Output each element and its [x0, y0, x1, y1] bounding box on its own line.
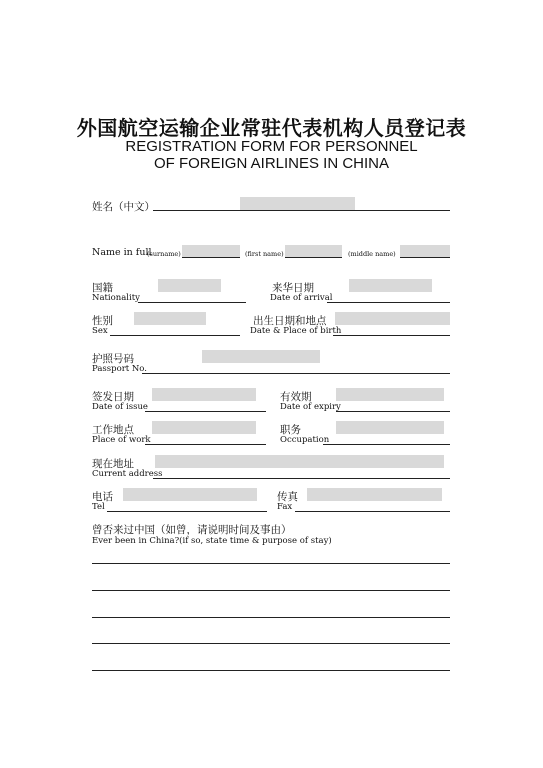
field-workplace-redacted	[152, 421, 256, 434]
label-nationality-cn: 国籍	[92, 282, 113, 294]
label-address-cn: 现在地址	[92, 458, 134, 470]
field-china-visit-line-1[interactable]	[92, 563, 450, 564]
label-address-en: Current address	[92, 469, 163, 479]
label-birth-cn: 出生日期和地点	[253, 315, 327, 327]
field-name-cn-line[interactable]	[153, 210, 450, 211]
field-passport-line[interactable]	[142, 373, 450, 374]
label-sex-cn: 性别	[92, 315, 113, 327]
label-name-cn: 姓名（中文）	[92, 201, 155, 213]
field-middle-name-line[interactable]	[400, 257, 450, 258]
field-expiry-redacted	[336, 388, 444, 401]
field-surname-redacted	[182, 245, 240, 257]
field-occupation-redacted	[336, 421, 444, 434]
label-tel-en: Tel	[92, 502, 105, 512]
label-issue-en: Date of issue	[92, 402, 148, 412]
field-first-name-line[interactable]	[285, 257, 342, 258]
field-arrival-line[interactable]	[327, 302, 450, 303]
field-fax-line[interactable]	[295, 511, 450, 512]
label-surname: (surname)	[147, 250, 181, 258]
label-occupation-en: Occupation	[280, 435, 330, 445]
field-issue-redacted	[152, 388, 256, 401]
label-issue-cn: 签发日期	[92, 391, 134, 403]
field-sex-line[interactable]	[110, 335, 240, 336]
field-fax-redacted	[307, 488, 442, 501]
label-fax-en: Fax	[277, 502, 293, 512]
label-expiry-cn: 有效期	[280, 391, 312, 403]
label-expiry-en: Date of expiry	[280, 402, 341, 412]
field-surname-line[interactable]	[182, 257, 240, 258]
label-middle-name: (middle name)	[348, 250, 396, 258]
field-china-visit-line-3[interactable]	[92, 617, 450, 618]
field-china-visit-line-4[interactable]	[92, 643, 450, 644]
label-nationality-en: Nationality	[92, 293, 140, 303]
field-address-redacted	[155, 455, 444, 468]
field-first-name-redacted	[285, 245, 342, 257]
label-tel-cn: 电话	[92, 491, 113, 503]
field-issue-line[interactable]	[145, 411, 266, 412]
label-name-full: Name in full	[92, 247, 152, 258]
form-title-english-line2: OF FOREIGN AIRLINES IN CHINA	[153, 155, 390, 172]
field-nationality-line[interactable]	[138, 302, 246, 303]
label-china-visit-en: Ever been in China?(if so, state time & purpose of stay)	[92, 536, 332, 546]
label-fax-cn: 传真	[277, 491, 298, 503]
field-address-line[interactable]	[153, 478, 450, 479]
field-occupation-line[interactable]	[323, 444, 450, 445]
field-workplace-line[interactable]	[145, 444, 266, 445]
label-first-name: (first name)	[245, 250, 284, 258]
form-title-chinese: 外国航空运输企业常驻代表机构人员登记表	[76, 116, 467, 140]
label-sex-en: Sex	[92, 326, 108, 336]
label-occupation-cn: 职务	[280, 424, 301, 436]
field-arrival-redacted	[349, 279, 432, 292]
field-tel-line[interactable]	[107, 511, 267, 512]
field-middle-name-redacted	[400, 245, 450, 257]
label-passport-cn: 护照号码	[92, 353, 134, 365]
field-birth-redacted	[335, 312, 450, 325]
field-china-visit-line-5[interactable]	[92, 670, 450, 671]
field-nationality-redacted	[158, 279, 221, 292]
label-arrival-en: Date of arrival	[270, 293, 333, 303]
form-title-english-line1: REGISTRATION FORM FOR PERSONNEL	[125, 138, 418, 155]
field-sex-redacted	[134, 312, 206, 325]
field-expiry-line[interactable]	[336, 411, 450, 412]
label-arrival-cn: 来华日期	[272, 282, 314, 294]
field-name-cn-redacted	[240, 197, 355, 210]
field-passport-redacted	[202, 350, 320, 363]
label-china-visit-cn: 曾否来过中国（如曾，请说明时间及事由）	[92, 524, 292, 536]
field-birth-line[interactable]	[333, 335, 450, 336]
field-china-visit-line-2[interactable]	[92, 590, 450, 591]
label-passport-en: Passport No.	[92, 364, 147, 374]
field-tel-redacted	[123, 488, 257, 501]
label-birth-en: Date & Place of birth	[250, 326, 342, 336]
label-workplace-en: Place of work	[92, 435, 151, 445]
label-workplace-cn: 工作地点	[92, 424, 134, 436]
